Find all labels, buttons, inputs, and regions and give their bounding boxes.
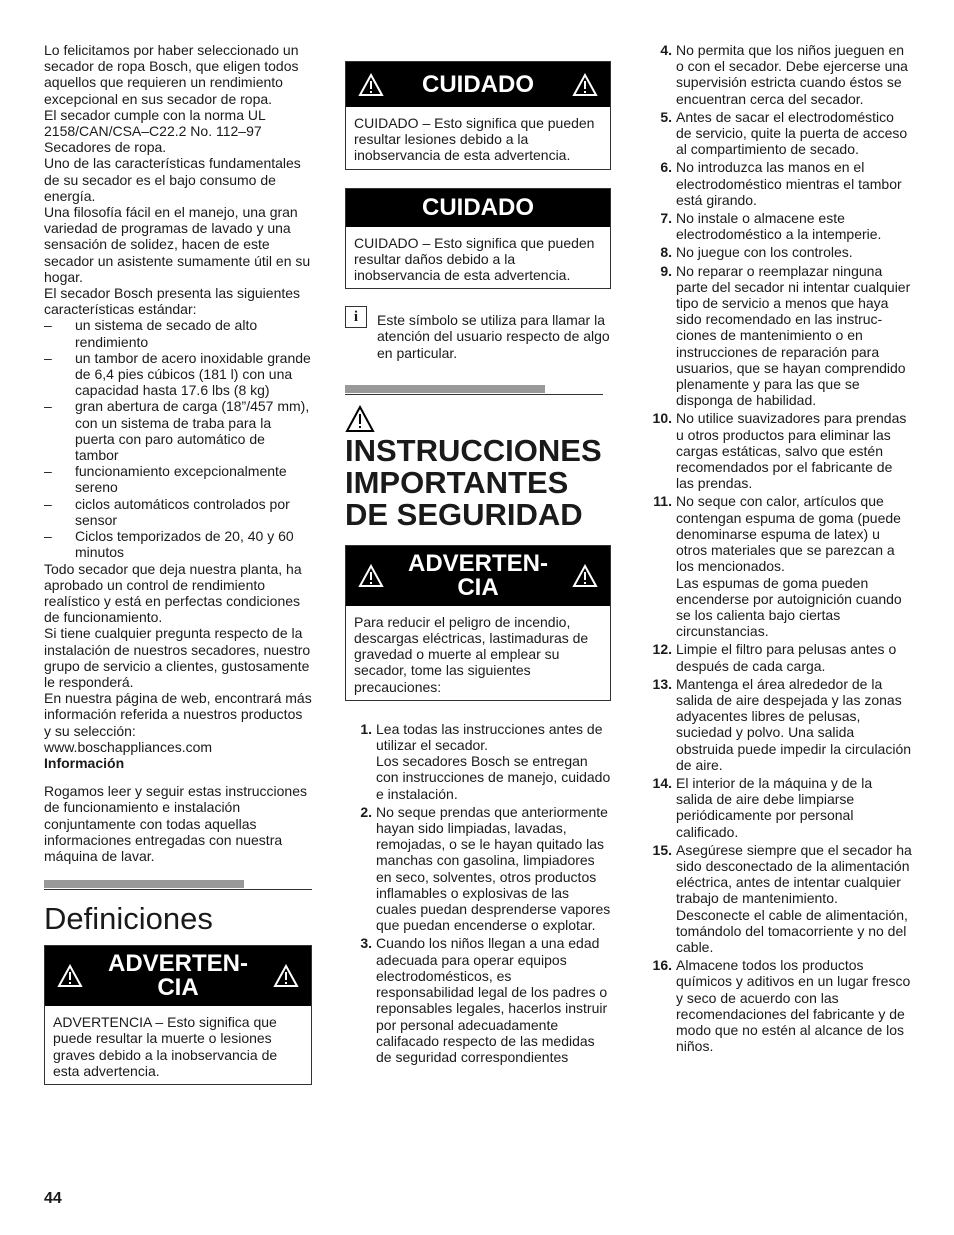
item-text: No utilice suavizadores para prendas u otros productos para eliminar las cargas estáticas, salvo que estén recomendados por el fabricante de las prendas.	[676, 410, 907, 492]
warning-box	[44, 945, 312, 1085]
info-icon: i	[345, 306, 367, 328]
item-text: No instale o almacene este electrodoméstico a la intemperie.	[676, 210, 882, 243]
column-right	[650, 42, 912, 1056]
safety-title-line1: INSTRUCCIONES	[345, 432, 602, 468]
item-number: 1.	[360, 720, 372, 737]
item-number: 9.	[660, 262, 672, 279]
item-text: Lea todas las instrucciones antes de utilizar el secador.	[376, 720, 603, 754]
caution-definition: – Esto significa que pueden resultar daños debido a la inobservancia de esta advertencia.	[354, 234, 595, 284]
list-item: – Ciclos temporizados de 20, 40 y 60 minutos	[44, 528, 312, 560]
item-number: 11.	[653, 493, 672, 510]
safety-warning-box	[345, 545, 611, 701]
warning-title-line1: ADVERTEN-	[407, 549, 548, 577]
item-number: 13.	[652, 675, 672, 692]
caution-term: CUIDADO	[354, 115, 419, 131]
warning-box-header	[45, 946, 311, 1006]
info-note-text: Este símbolo se utiliza para llamar la atención del usuario respecto de algo en particular.	[377, 312, 610, 361]
item-text: El interior de la máquina y de la salida de aire debe limpiarse periódicamente por personal calificado.	[676, 774, 873, 840]
website-url: www.boschappliances.com	[44, 738, 213, 755]
warning-triangle-icon	[57, 964, 83, 988]
safety-list-part2	[650, 42, 912, 1054]
features-list	[44, 317, 312, 560]
caution-box-title: CUIDADO	[422, 193, 534, 221]
info-note	[345, 311, 611, 361]
list-item	[650, 775, 912, 840]
list-item	[350, 935, 611, 1065]
item-number: 5.	[660, 108, 672, 125]
item-text: Limpie el filtro para pelusas antes o después de cada carga.	[676, 641, 897, 674]
item-number: 6.	[660, 159, 672, 176]
list-item	[350, 721, 611, 802]
philosophy-paragraph: Una filosofía fácil en el manejo, una gran variedad de programas de lavado y una sensación de solidez, hacen de este secador un asistente sumamente útil en su hogar.	[44, 204, 311, 285]
safety-list-part1	[345, 721, 611, 1065]
item-text-continued: Las espumas de goma pueden encenderse por autoignición cuando se los calienta bajo ciertas circunstancias.	[676, 574, 902, 640]
column-left	[44, 42, 312, 1085]
list-item	[650, 641, 912, 673]
warning-title-line2: CIA	[457, 573, 499, 601]
list-item	[650, 159, 912, 208]
list-item	[650, 842, 912, 955]
item-number: 3.	[360, 935, 372, 952]
page-number: 44	[44, 1190, 62, 1207]
caution-definition: – Esto significa que pueden resultar lesiones debido a la inobservancia de esta advertencia.	[354, 115, 595, 164]
caution-box-header	[346, 62, 610, 107]
caution-box-title: CUIDADO	[422, 70, 534, 98]
intro-paragraph: Lo felicitamos por haber seleccionado un secador de ropa Bosch, que eligen todos aquellos que requieren un rendimiento excepcional en sus secador de ropa.	[44, 42, 299, 107]
safety-title-line2: IMPORTANTES	[345, 464, 569, 500]
list-item	[650, 210, 912, 242]
section-title-definiciones: Definiciones	[44, 901, 213, 937]
item-text: Asegúrese siempre que el secador ha sido desconectado de la alimentación eléctrica, antes de intentar cualquier trabajo de mantenimiento. Desconecte el cable de alimentación, tomándolo del tomacorriente y no del cable.	[676, 841, 912, 955]
quality-paragraph: Todo secador que deja nuestra planta, ha aprobado un control de rendimiento realístico y está en perfectas condiciones de funcionamiento.	[44, 560, 302, 626]
item-text: No introduzca las manos en el electrodoméstico mientras el tambor está girando.	[676, 159, 902, 208]
features-intro: El secador Bosch presenta las siguientes características estándar:	[44, 285, 301, 318]
list-item	[650, 493, 912, 639]
item-number: 10.	[652, 410, 672, 427]
read-instructions-paragraph: Rogamos leer y seguir estas instrucciones de funcionamiento e instalación conjuntamente con todas aquellas informaciones entregadas con nuestra máquina de lavar.	[44, 783, 308, 864]
list-item: – funcionamiento excepcionalmente sereno	[44, 463, 312, 495]
warning-title-line2: CIA	[157, 974, 199, 1002]
standard-paragraph: El secador cumple con la norma UL 2158/CAN/CSA–C22.2 No. 112–97 Secadores de ropa.	[44, 106, 266, 156]
item-text: Antes de sacar el electrodoméstico de servicio, quite la puerta de acceso al compartimiento de secado.	[676, 108, 908, 158]
list-item	[650, 957, 912, 1054]
safety-title-line3: DE SEGURIDAD	[345, 496, 583, 532]
caution-term: CUIDADO	[354, 234, 419, 251]
service-paragraph: Si tiene cualquier pregunta respecto de la instalación de nuestros secadores, nuestro grupo de servicio a clientes, gustosamente le responderá.	[44, 625, 311, 690]
column-middle	[345, 61, 611, 1067]
item-number: 16.	[652, 957, 672, 974]
item-number: 15.	[652, 841, 672, 858]
item-text: No seque con calor, artículos que contengan espuma de goma (puede denominarse espuma de latex) u otros materiales que se parezcan a los mencionados.	[676, 493, 901, 575]
item-number: 14.	[652, 774, 672, 791]
warning-triangle-icon	[572, 564, 598, 588]
warning-box-body	[45, 1006, 311, 1084]
item-text: No permita que los niños jueguen en o con el secador. Debe ejercerse una supervisión estricta cuando éstos se encuentran cerca del secador.	[676, 42, 908, 107]
item-text: No reparar o reemplazar ninguna parte del secador ni intentar cualquier tipo de servicio a menos que haya sido recomendado en las instruc- ciones de mantenimiento o en instrucciones de reparación para usuarios, que se hayan comprendido plenamente y para las que se disponga de habilidad.	[676, 262, 911, 409]
caution-box-injury	[345, 61, 611, 170]
warning-term: ADVERTENCIA	[53, 1014, 152, 1031]
warning-triangle-icon	[345, 405, 375, 433]
caution-box-header	[346, 189, 610, 227]
list-item	[650, 263, 912, 409]
item-text: Cuando los niños llegan a una edad adecuada para operar equipos electrodomésticos, es responsabilidad legal de los padres o reponsables legales, hacerlos instruir por personal adecuadamente califacado respecto de las medidas de seguridad correspondientes	[376, 935, 608, 1065]
warning-triangle-icon	[358, 73, 384, 97]
item-text: Mantenga el área alrededor de la salida de aire despejada y las zonas adyacentes libres de pelusas, suciedad y polvo. Una salida obstruida puede impedir la circulación de aire.	[676, 675, 912, 773]
section-rule	[44, 880, 312, 890]
warning-triangle-icon	[358, 564, 384, 588]
list-item: – un tambor de acero inoxidable grande de 6,4 pies cúbicos (181 l) con una capacidad hasta 17.6 lbs (8 kg)	[44, 350, 312, 399]
item-text-continued: Los secadores Bosch se entregan con instrucciones de manejo, cuidado e instalación.	[376, 753, 611, 802]
list-item	[350, 804, 611, 934]
web-paragraph: En nuestra página de web, encontrará más información referida a nuestros productos y su selección:	[44, 690, 312, 739]
list-item: – un sistema de secado de alto rendimiento	[44, 317, 312, 349]
list-item	[650, 244, 912, 260]
list-item: – ciclos automáticos controlados por sensor	[44, 496, 312, 528]
caution-box-body	[346, 107, 610, 169]
item-number: 2.	[360, 803, 372, 820]
energy-paragraph: Uno de las características fundamentales de su secador es el bajo consumo de energía.	[44, 155, 301, 204]
warning-triangle-icon	[572, 73, 598, 97]
caution-box-body	[346, 227, 610, 289]
warning-box-title	[384, 549, 572, 601]
item-number: 8.	[660, 244, 672, 261]
list-item	[650, 410, 912, 491]
list-item	[650, 109, 912, 158]
warning-box-header	[346, 546, 610, 606]
item-text: No juegue con los controles.	[676, 244, 853, 261]
warning-title-line1: ADVERTEN-	[107, 950, 248, 978]
item-number: 7.	[660, 210, 672, 227]
list-item	[650, 42, 912, 107]
section-rule	[345, 385, 603, 395]
list-item: – gran abertura de carga (18”/457 mm), con un sistema de traba para la puerta con paro automático de tambor	[44, 398, 312, 463]
item-text: Almacene todos los productos químicos y aditivos en un lugar fresco y seco de acuerdo con las recomendaciones del fabricante y de modo que no estén al alcance de los niños.	[676, 957, 911, 1055]
warning-box-body: Para reducir el peligro de incendio, descargas eléctricas, lastimaduras de gravedad o muerte al emplear su secador, tome las siguientes precauciones:	[354, 613, 589, 695]
item-number: 4.	[660, 42, 672, 58]
section-title-safety	[345, 432, 611, 532]
warning-triangle-icon	[273, 964, 299, 988]
item-text: No seque prendas que anteriormente hayan sido limpiadas, lavadas, remojadas, o se le hayan quitado las manchas con gasolina, limpiadores en seco, solventes, otros productos inflamables o explosivas de las cuales puedan desprenderse vapores que puedan encenderse o explotar.	[376, 803, 611, 934]
caution-box-damage	[345, 188, 611, 290]
warning-box-title	[83, 952, 273, 1000]
item-number: 12.	[652, 641, 672, 658]
info-heading: Información	[44, 754, 125, 771]
warning-definition: – Esto significa que puede resultar la muerte o lesiones graves debido a la inobservancia de esta advertencia.	[53, 1014, 278, 1079]
list-item	[650, 676, 912, 773]
